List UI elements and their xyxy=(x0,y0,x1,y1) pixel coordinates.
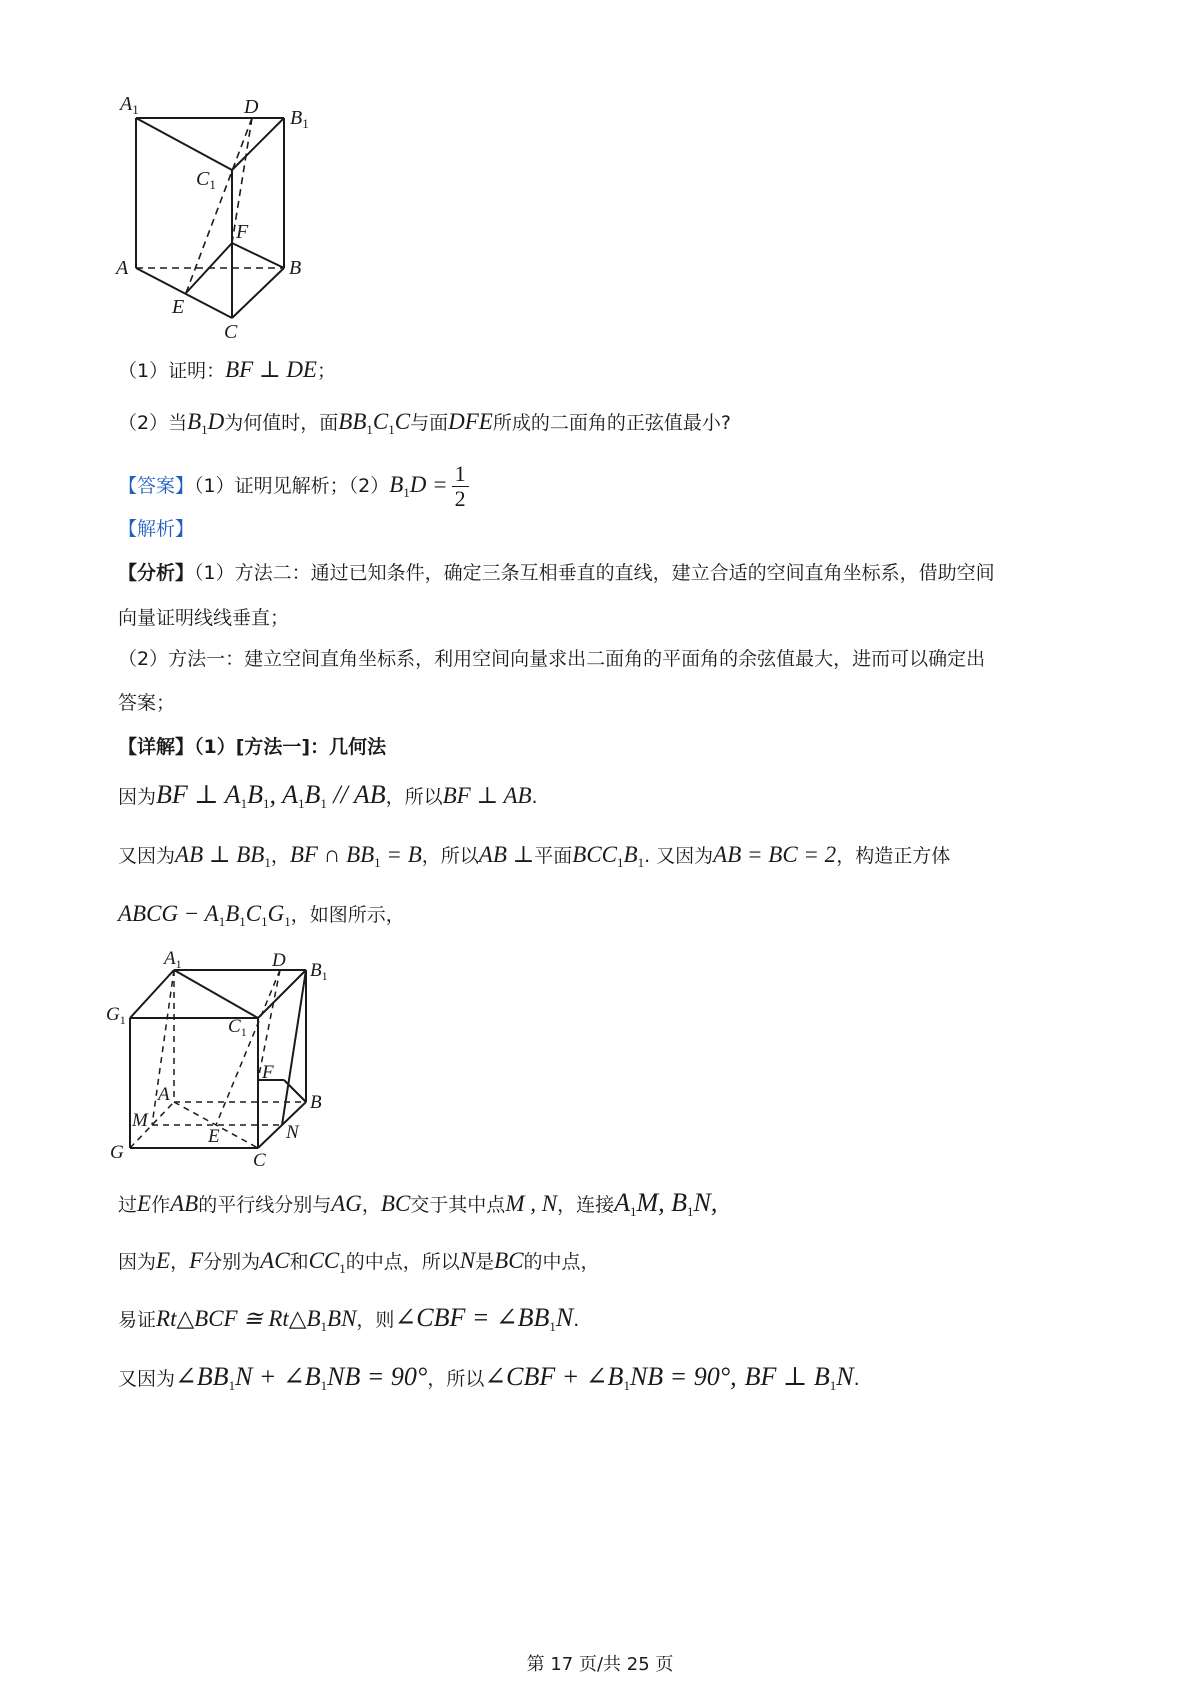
label-E: E xyxy=(172,296,185,318)
cube-label-C1: $C_1$ xyxy=(228,1016,247,1039)
cube-label-M: M xyxy=(132,1110,148,1131)
cube-figure xyxy=(100,948,340,1173)
step-7: 又因为$\angle BB_1N$ + $\angle B_1NB = 90^\circ$，所以∠CBF + $\angle B_1NB = 90^\circ$, BF ⊥ $B_1N$. xyxy=(118,1362,860,1393)
step-1: 因为BF ⊥ $A_1B_1$, $A_1B_1$ // AB，所以BF ⊥ AB. xyxy=(118,780,538,811)
cube-label-F: F xyxy=(262,1062,274,1083)
label-B: B xyxy=(289,257,302,279)
page-footer: 第 17 页/共 25 页 xyxy=(526,1654,674,1675)
part2-line-2: 答案； xyxy=(118,692,176,714)
label-D: D xyxy=(244,96,259,118)
answer-line: 【答案】（1）证明见解析；$(2)B_1D$ = $\frac{1}{2}$ xyxy=(118,462,469,511)
part2-line-1: （2）方法一：建立空间直角坐标系，利用空间向量求出二面角的平面角的余弦值最大，进而可以确定出 xyxy=(118,648,986,670)
analysis-tag: 【解析】 xyxy=(118,518,195,540)
cube-label-D: D xyxy=(272,950,286,971)
fraction: $\frac{1}{2}$ xyxy=(452,462,469,511)
question-1: （1）证明：BF ⊥ DE； xyxy=(118,357,336,382)
cube-label-G: G xyxy=(110,1142,124,1163)
step-2: 又因为AB ⊥ $BB_1$，BF ∩ $BB_1 = B$，所以AB ⊥平面$BCC_1B_1$. 又因为AB = BC = 2，构造正方体 xyxy=(118,842,951,870)
step-6: 易证Rt△BCF ≅ $Rt\triangle B_1BN$，则∠CBF = $\angle BB_1N$. xyxy=(118,1303,580,1334)
fenxi-line-2: 向量证明线线垂直； xyxy=(118,607,290,629)
cube-label-G1: $G_1$ xyxy=(106,1004,126,1027)
cube-label-B: B xyxy=(310,1092,322,1113)
prism-figure xyxy=(110,90,350,350)
cube-label-A1: $A_1$ xyxy=(164,948,182,971)
cube-label-B1: $B_1$ xyxy=(310,960,328,983)
answer-tag: 【答案】 xyxy=(118,475,195,497)
label-B1: $B_1$ xyxy=(290,107,309,131)
step-5: 因为E，F分别为AC和$CC_1$的中点，所以N是BC的中点， xyxy=(118,1248,600,1276)
cube-label-C: C xyxy=(253,1150,266,1171)
detail-heading: 【详解】（1）[方法一]：几何法 xyxy=(118,736,387,758)
cube-label-N: N xyxy=(286,1122,299,1143)
label-A1: $A_1$ xyxy=(120,93,139,117)
label-A: A xyxy=(116,257,129,279)
step-3: ABCG − $A_1B_1C_1G_1$，如图所示， xyxy=(118,901,405,929)
cube-label-A: A xyxy=(158,1084,170,1105)
cube-label-E: E xyxy=(208,1126,220,1147)
step-4: 过E作AB的平行线分别与AG，BC交于其中点M , N，连接$A_1M$, $B_1N$, xyxy=(118,1188,718,1219)
label-C1: $C_1$ xyxy=(196,168,216,192)
label-C: C xyxy=(224,321,238,343)
question-2: （2）当$B_1D$为何值时，面$BB_1C_1C$与面DFE所成的二面角的正弦值最小? xyxy=(118,409,731,437)
label-F: F xyxy=(236,221,249,243)
fenxi-line-1: 【分析】（1）方法二：通过已知条件，确定三条互相垂直的直线，建立合适的空间直角坐标系，借助空间 xyxy=(118,562,995,584)
